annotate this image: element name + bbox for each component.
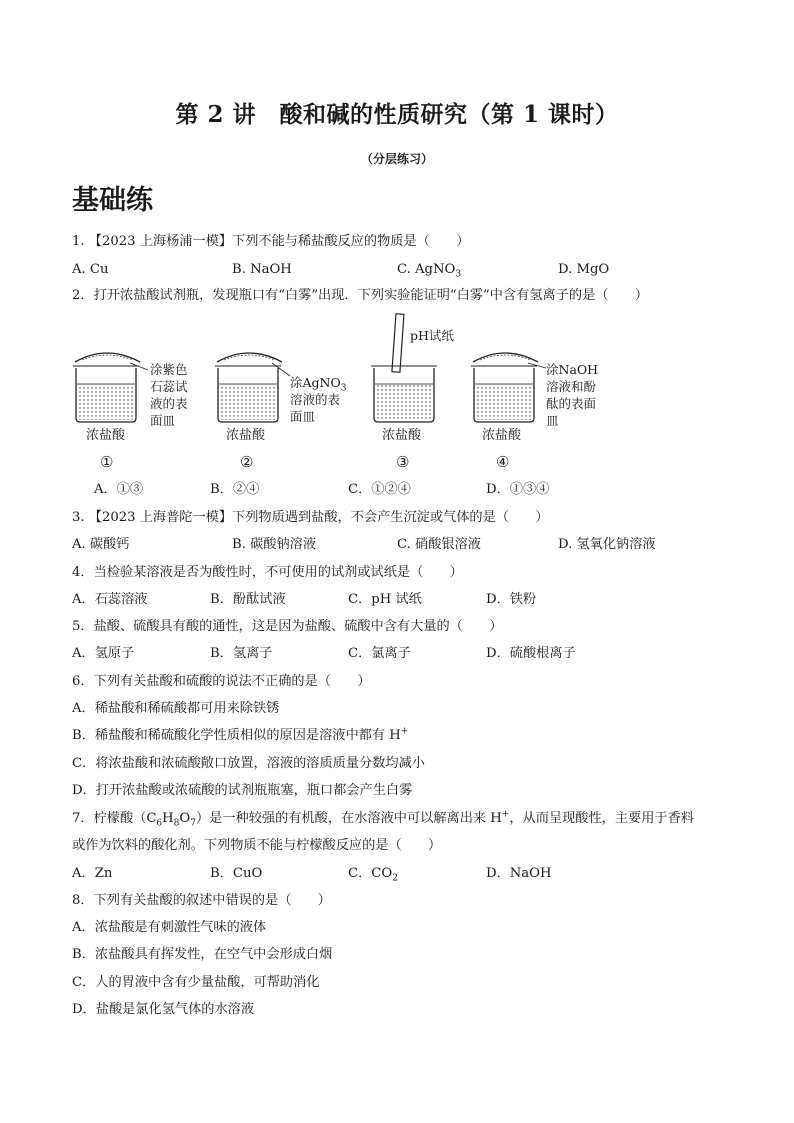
beaker-4-acid-label: 浓盐酸 — [482, 428, 522, 443]
question-5-stem: 5．盐酸、硫酸具有酸的通性，这是因为盐酸、硫酸中含有大量的（ ） — [72, 619, 503, 634]
beaker-1-note-line-2: 石蕊试 — [150, 379, 188, 394]
question-7-option-b: B．CuO — [210, 866, 263, 881]
beaker-4-note-line-4: 皿 — [546, 413, 559, 428]
beaker-2-number: ② — [240, 453, 254, 471]
question-6-option-c: C．将浓盐酸和浓硫酸敞口放置，溶液的溶质质量分数均减小 — [72, 756, 425, 771]
question-7-option-c: C．$CO_2$ — [348, 866, 398, 884]
question-4-option-d: D．铁粉 — [486, 592, 537, 607]
question-3-option-c: C. 硝酸银溶液 — [397, 537, 481, 552]
question-7-option-d: D．NaOH — [486, 866, 552, 881]
question-5-option-d: D．硫酸根离子 — [486, 646, 576, 661]
question-2-option-c: C．①②④ — [348, 482, 411, 497]
question-3-option-d: D. 氢氧化钠溶液 — [558, 537, 656, 552]
beaker-2-drawing — [212, 350, 292, 425]
question-2-option-a: A．①③ — [94, 482, 144, 497]
question-1-option-a: A. Cu — [72, 262, 109, 277]
question-8-option-d: D．盐酸是氯化氢气体的水溶液 — [72, 1002, 255, 1017]
question-8-stem: 8．下列有关盐酸的叙述中错误的是（ ） — [72, 893, 331, 908]
question-2-option-d: D．①③④ — [486, 482, 550, 497]
beaker-4-note-line-2: 溶液和酚 — [546, 379, 597, 394]
section-heading: 基础练 — [72, 185, 153, 216]
beaker-3-number: ③ — [396, 453, 410, 471]
beaker-4-note-line-3: 酞的表面 — [546, 396, 597, 411]
beaker-1-acid-label: 浓盐酸 — [86, 428, 126, 443]
question-1-option-b: B. NaOH — [232, 262, 292, 277]
question-6-stem: 6．下列有关盐酸和硫酸的说法不正确的是（ ） — [72, 674, 371, 689]
question-3-stem: 3. 【2023 上海普陀一模】下列物质遇到盐酸，不会产生沉淀或气体的是（ ） — [72, 510, 549, 525]
beaker-2-note-line-2: 溶液的表 — [290, 392, 341, 407]
beaker-4-drawing — [468, 350, 548, 425]
question-8-option-c: C．人的胃液中含有少量盐酸，可帮助消化 — [72, 975, 320, 990]
question-6-option-b: B．稀盐酸和稀硫酸化学性质相似的原因是溶液中都有 H+ — [72, 726, 409, 743]
question-5-option-a: A．氢原子 — [72, 646, 135, 661]
question-3-option-b: B. 碳酸钠溶液 — [232, 537, 317, 552]
question-3-option-a: A. 碳酸钙 — [72, 537, 130, 552]
beaker-3-acid-label: 浓盐酸 — [382, 428, 422, 443]
beaker-3-note: pH试纸 — [410, 328, 454, 343]
question-8-option-a: A．浓盐酸是有刺激性气味的液体 — [72, 920, 267, 935]
question-2-stem: 2．打开浓盐酸试剂瓶，发现瓶口有“白雾”出现．下列实验能证明“白雾”中含有氢离子的是（ ） — [72, 288, 649, 303]
beaker-2-acid-label: 浓盐酸 — [226, 428, 266, 443]
beaker-1-number: ① — [100, 453, 114, 471]
beaker-4-note-line-1: 涂NaOH — [546, 362, 599, 377]
question-8-option-b: B．浓盐酸具有挥发性，在空气中会形成白烟 — [72, 947, 333, 962]
question-4-option-c: C．pH 试纸 — [348, 592, 422, 607]
question-5-option-b: B．氢离子 — [210, 646, 273, 661]
beaker-1-drawing — [70, 350, 150, 425]
beaker-4-number: ④ — [496, 453, 510, 471]
question-6-option-a: A．稀盐酸和稀硫酸都可用来除铁锈 — [72, 701, 280, 716]
question-7-stem-line-1: 7．柠檬酸$(C_6H_8O_7)$是一种较强的有机酸，在水溶液中可以解离出来 H+，从而呈现酸性，主要用于香料 — [72, 809, 694, 829]
question-5-option-c: C．氯离子 — [348, 646, 411, 661]
beaker-2-note-line-3: 面皿 — [290, 409, 316, 424]
question-1-option-d: D. MgO — [558, 262, 610, 277]
beaker-2-note-line-1: 涂AgNO$_3$ — [290, 375, 347, 394]
question-7-option-a: A．Zn — [72, 866, 113, 881]
question-2-option-b: B．②④ — [210, 482, 260, 497]
beaker-1-note-line-1: 涂紫色 — [150, 362, 188, 377]
question-4-stem: 4．当检验某溶液是否为酸性时，不可使用的试剂或试纸是（ ） — [72, 565, 463, 580]
page-title: 第 2 讲 酸和碱的性质研究（第 1 课时） — [175, 101, 619, 128]
question-1-option-c: C. AgNO$_3$ — [397, 262, 462, 280]
question-4-option-b: B．酚酞试液 — [210, 592, 286, 607]
page-subtitle: （分层练习） — [360, 152, 433, 166]
question-1-stem: 1. 【2023 上海杨浦一模】下列不能与稀盐酸反应的物质是（ ） — [72, 234, 470, 249]
beaker-1-note-line-4: 面皿 — [150, 413, 176, 428]
beaker-1-note-line-3: 液的表 — [150, 396, 188, 411]
question-4-option-a: A．石蕊溶液 — [72, 592, 148, 607]
question-7-stem-line-2: 或作为饮料的酸化剂。下列物质不能与柠檬酸反应的是（ ） — [72, 838, 442, 853]
question-6-option-d: D．打开浓盐酸或浓硫酸的试剂瓶瓶塞，瓶口都会产生白雾 — [72, 783, 413, 798]
